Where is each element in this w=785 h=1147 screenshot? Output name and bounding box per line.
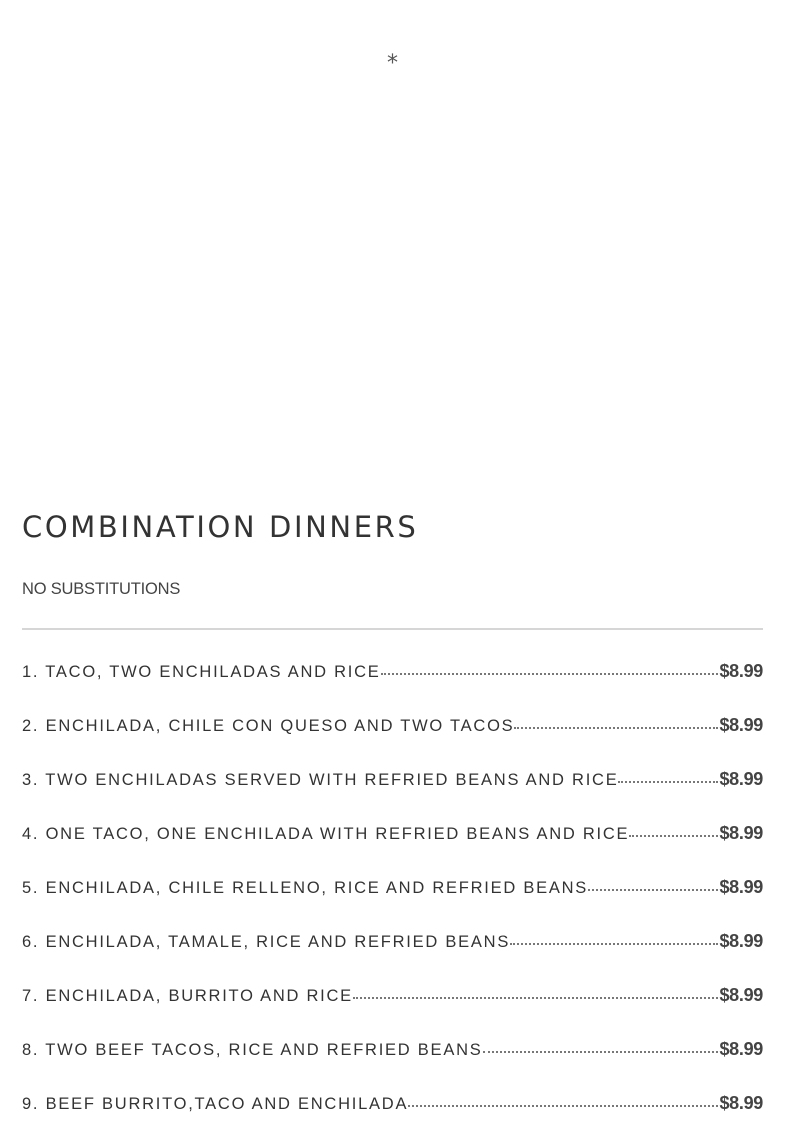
menu-item-name: 7. ENCHILADA, BURRITO AND RICE [22,987,353,1005]
dotted-leader [353,997,719,999]
dotted-leader [514,727,718,729]
menu-item-price: $8.99 [719,1039,763,1059]
menu-item [22,661,763,715]
dotted-leader [483,1051,719,1053]
combination-dinners-section [22,506,763,1147]
menu-item [22,823,763,877]
menu-item-name: 6. ENCHILADA, TAMALE, RICE AND REFRIED BEANS [22,933,511,951]
menu-item-price: $8.99 [719,823,763,843]
menu-item-price: $8.99 [719,661,763,681]
menu-item-price: $8.99 [719,715,763,735]
menu-item-name: 1. TACO, TWO ENCHILADAS AND RICE [22,663,381,681]
dotted-leader [408,1105,718,1107]
menu-item-name: 2. ENCHILADA, CHILE CON QUESO AND TWO TACOS [22,717,515,735]
menu-item-name: 9. BEEF BURRITO,TACO AND ENCHILADA [22,1095,409,1113]
menu-item [22,769,763,823]
menu-item [22,715,763,769]
dotted-leader [588,889,718,891]
menu-item-price: $8.99 [719,985,763,1005]
menu-item-price: $8.99 [719,931,763,951]
dotted-leader [381,673,719,675]
menu-item-price: $8.99 [719,877,763,897]
dotted-leader [618,781,718,783]
menu-item-name: 8. TWO BEEF TACOS, RICE AND REFRIED BEANS [22,1041,483,1059]
menu-item-price: $8.99 [719,769,763,789]
menu-item [22,877,763,931]
menu-item-name: 3. TWO ENCHILADAS SERVED WITH REFRIED BEANS AND RICE [22,771,619,789]
dotted-leader [629,835,718,837]
menu-item-name: 5. ENCHILADA, CHILE RELLENO, RICE AND REFRIED BEANS [22,879,589,897]
dotted-leader [510,943,718,945]
menu-item-name: 4. ONE TACO, ONE ENCHILADA WITH REFRIED BEANS AND RICE [22,825,630,843]
menu-item-price: $8.99 [719,1093,763,1113]
menu-item [22,1039,763,1093]
ornament-asterisk-icon: * [387,51,398,76]
section-divider [22,628,763,630]
menu-item [22,985,763,1039]
menu-item [22,1093,763,1147]
menu-item [22,931,763,985]
menu-list [22,661,763,1147]
section-title: COMBINATION DINNERS [22,510,419,544]
section-note: NO SUBSTITUTIONS [22,580,181,598]
